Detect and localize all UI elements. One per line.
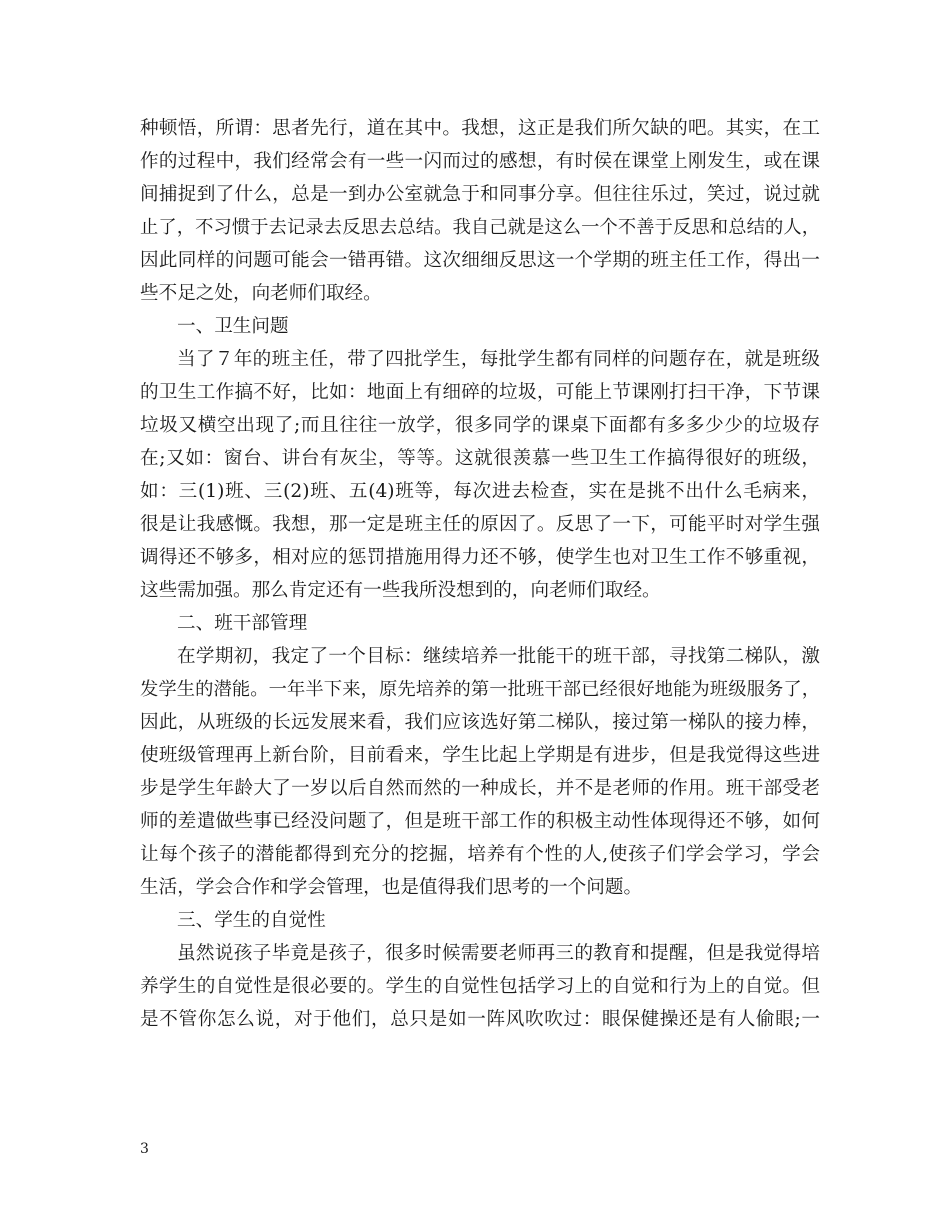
section-heading: 二、班干部管理: [177, 613, 308, 634]
section-heading: 三、学生的自觉性: [177, 910, 326, 931]
text-line: 生活，学会合作和学会管理，也是值得我们思考的一个问题。: [140, 877, 643, 898]
text-line: 间捕捉到了什么，总是一到办公室就急于和同事分享。但往往乐过，笑过，说过就: [140, 184, 820, 205]
paragraph-first-line: 在学期初，我定了一个目标：继续培养一批能干的班干部，寻找第二梯队，激: [177, 646, 820, 667]
text-line: 步是学生年龄大了一岁以后自然而然的一种成长，并不是老师的作用。班干部受老: [140, 778, 820, 799]
text-line: 如：三(1)班、三(2)班、五(4)班等，每次进去检查，实在是挑不出什么毛病来，: [140, 481, 820, 502]
text-line: 师的差遣做些事已经没问题了，但是班干部工作的积极主动性体现得还不够，如何: [140, 811, 820, 832]
text-line: 使班级管理再上新台阶，目前看来，学生比起上学期是有进步，但是我觉得这些进: [140, 745, 820, 766]
text-line: 是不管你怎么说，对于他们，总只是如一阵风吹吹过：眼保健操还是有人偷眼;一: [140, 1009, 820, 1030]
paragraph-first-line: 虽然说孩子毕竟是孩子，很多时候需要老师再三的教育和提醒，但是我觉得培: [177, 943, 820, 964]
page-number: 3: [140, 1141, 149, 1157]
text-line: 些不足之处，向老师们取经。: [140, 283, 382, 304]
text-line: 作的过程中，我们经常会有一些一闪而过的感想，有时侯在课堂上刚发生，或在课: [140, 151, 820, 172]
text-line: 这些需加强。那么肯定还有一些我所没想到的，向老师们取经。: [140, 580, 661, 601]
text-line: 很是让我感慨。我想，那一定是班主任的原因了。反思了一下，可能平时对学生强: [140, 514, 820, 535]
text-line: 养学生的自觉性是很必要的。学生的自觉性包括学习上的自觉和行为上的自觉。但: [140, 976, 820, 997]
text-line: 的卫生工作搞不好，比如：地面上有细碎的垃圾，可能上节课刚打扫干净，下节课: [140, 382, 820, 403]
text-line: 在;又如：窗台、讲台有灰尘，等等。这就很羡慕一些卫生工作搞得很好的班级，: [140, 448, 820, 469]
paragraph-first-line: 当了７年的班主任，带了四批学生，每批学生都有同样的问题存在，就是班级: [177, 349, 820, 370]
text-line: 种顿悟，所谓：思者先行，道在其中。我想，这正是我们所欠缺的吧。其实，在工: [140, 118, 820, 139]
text-line: 因此，从班级的长远发展来看，我们应该选好第二梯队，接过第一梯队的接力棒，: [140, 712, 820, 733]
text-line: 让每个孩子的潜能都得到充分的挖掘，培养有个性的人,使孩子们学会学习，学会: [140, 844, 820, 865]
text-line: 发学生的潜能。一年半下来，原先培养的第一批班干部已经很好地能为班级服务了，: [140, 679, 820, 700]
text-line: 止了，不习惯于去记录去反思去总结。我自己就是这么一个不善于反思和总结的人，: [140, 217, 820, 238]
text-line: 垃圾又横空出现了;而且往往一放学，很多同学的课桌下面都有多多少少的垃圾存: [140, 415, 820, 436]
section-heading: 一、卫生问题: [177, 316, 289, 337]
text-line: 因此同样的问题可能会一错再错。这次细细反思这一个学期的班主任工作，得出一: [140, 250, 820, 271]
text-line: 调得还不够多，相对应的惩罚措施用得力还不够，使学生也对卫生工作不够重视，: [140, 547, 820, 568]
